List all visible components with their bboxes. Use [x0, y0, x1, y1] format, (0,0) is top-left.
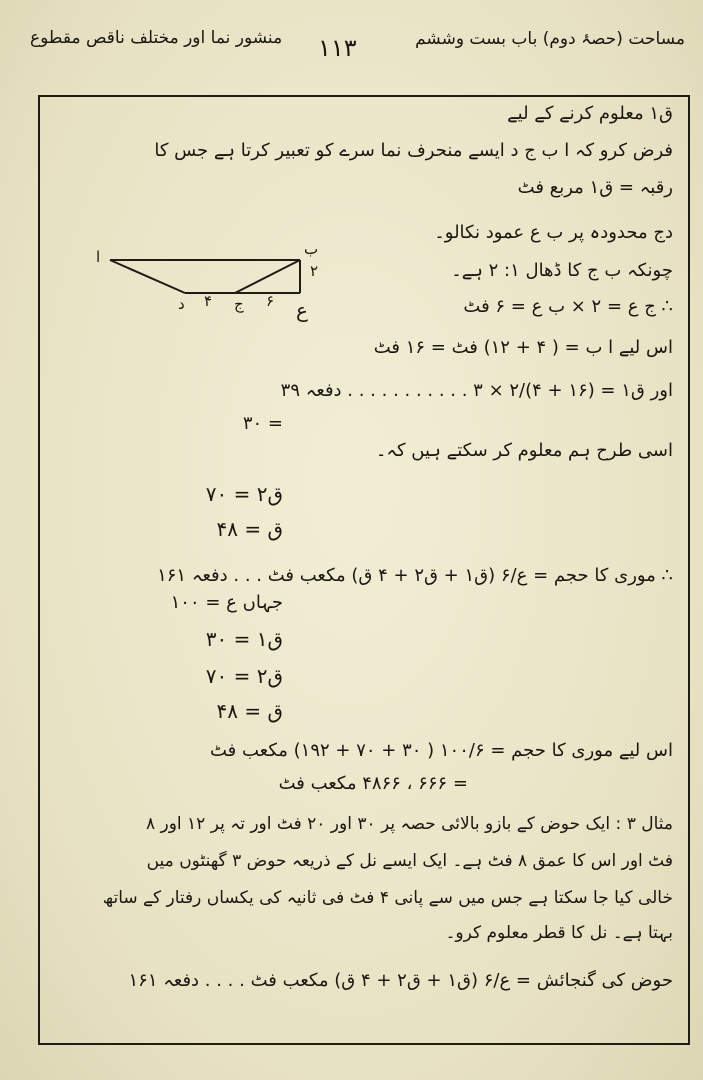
text-line: رقبہ = ق۱ مربع فٹ — [517, 177, 673, 198]
text-line: اسی طرح ہم معلوم کر سکتے ہیں کہ۔ — [375, 440, 673, 461]
text-line: ق۱ = ۳۰ — [205, 627, 283, 651]
edge-a-side — [110, 260, 185, 293]
label-point-j: ج — [234, 295, 244, 313]
text-line: اس لیے ا ب = ( ۴ + ۱۲) فٹ = ۱۶ فٹ — [373, 337, 673, 358]
running-header-left: منشور نما اور مختلف ناقص مقطوع — [30, 28, 283, 48]
dimension-6: ۶ — [266, 292, 275, 310]
text-line: حوض کی گنجائش = ع/۶ (ق۱ + ق۲ + ۴ ق) مکعب فٹ . . . . دفعہ ۱۶۱ — [128, 970, 673, 991]
text-line: فرض کرو کہ ا ب ج د ایسے منحرف نما سرے کو تعبیر کرتا ہے جس کا — [154, 140, 673, 161]
text-line: خالی کیا جا سکتا ہے جس میں سے پانی ۴ فٹ فی ثانیہ کی یکساں رفتار کے ساتھ — [102, 888, 673, 908]
text-line: بہتا ہے۔ نل کا قطر معلوم کرو۔ — [445, 923, 673, 943]
dimension-4: ۴ — [204, 292, 213, 310]
running-header-right: مساحت (حصۂ دوم) باب بست وششم — [415, 29, 685, 49]
page-number: ۱۱۳ — [318, 34, 357, 62]
text-line: اور ق۱ = (۱۶ + ۴)/۲ × ۳ . . . . . . . . . . . دفعہ ۳۹ — [280, 380, 673, 401]
text-line: ∴ ج ع = ۲ × ب ع = ۶ فٹ — [463, 296, 673, 317]
label-point-d: د — [178, 295, 185, 313]
text-line: فٹ اور اس کا عمق ۸ فٹ ہے۔ ایک ایسے نل کے ذریعہ حوض ۳ گھنٹوں میں — [146, 851, 673, 871]
label-point-e: ع — [296, 298, 308, 322]
text-line: اس لیے موری کا حجم = ۱۰۰/۶ ( ۳۰ + ۷۰ + ۱۹۲) مکعب فٹ — [209, 740, 673, 761]
text-line: ق = ۴۸ — [216, 517, 283, 541]
text-line: = ۳۰ — [242, 413, 283, 434]
text-line: ق = ۴۸ — [216, 699, 283, 723]
text-line: چونکہ ب ج کا ڈھال ۱: ۲ ہے۔ — [451, 260, 673, 281]
text-line: دج محدودہ پر ب ع عمود نکالو۔ — [434, 222, 673, 243]
text-line: ∴ موری کا حجم = ع/۶ (ق۱ + ق۲ + ۴ ق) مکعب فٹ . . . دفعہ ۱۶۱ — [157, 565, 673, 586]
text-line: مثال ۳ : ایک حوض کے بازو بالائی حصہ پر ۳۰ اور ۲۰ فٹ اور تہ پر ۱۲ اور ۸ — [145, 814, 673, 834]
text-line: جہاں ع = ۱۰۰ — [170, 592, 283, 613]
text-line: = ۶۶۶ ، ۴۸۶۶ مکعب فٹ — [278, 773, 468, 794]
dimension-2: ۲ — [310, 262, 319, 280]
slope-bj — [235, 260, 300, 293]
text-line: ق۲ = ۷۰ — [205, 664, 283, 688]
label-point-a: ا — [96, 248, 101, 266]
label-point-b: ب — [304, 240, 319, 258]
text-line: ق۲ = ۷۰ — [205, 482, 283, 506]
text-line: ق۱ معلوم کرنے کے لیے — [507, 103, 673, 124]
